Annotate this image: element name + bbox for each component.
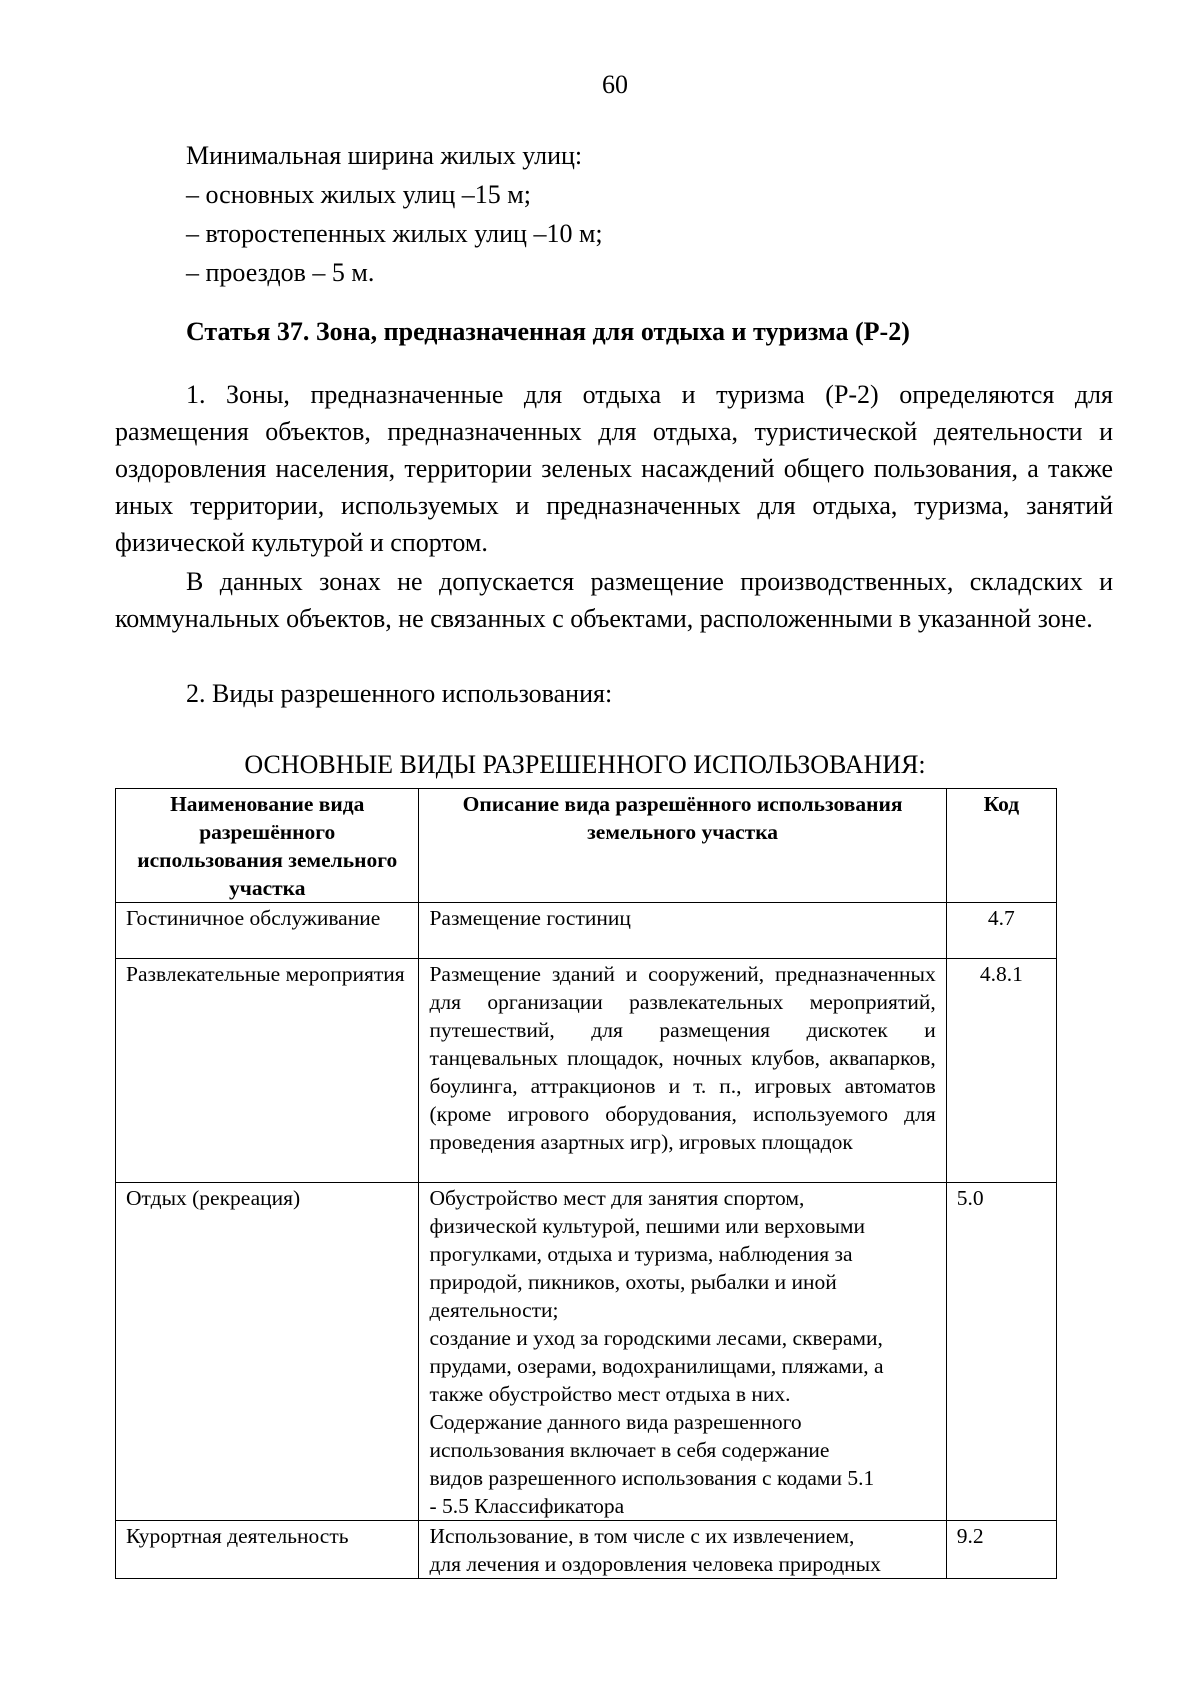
description-line: Содержание данного вида разрешенного — [429, 1410, 802, 1434]
row-code: 4.7 — [946, 903, 1056, 959]
description-line: Обустройство мест для занятия спортом, — [429, 1186, 805, 1210]
row-name: Гостиничное обслуживание — [116, 903, 419, 959]
row-description: Размещение зданий и сооружений, предназначенных для организации развлекательных мероприятий, путешествий, для размещения дискотек и танцевальных площадок, ночных клубов, аквапарков, боулинга, аттракционов и т. п., игровых автоматов (кроме игрового оборудования, используемого для проведения азартных игр), игровых площадок — [419, 959, 946, 1183]
article-paragraph-2-text: В данных зонах не допускается размещение производственных, складских и коммунальных объектов, не связанных с объектами, расположенными в указанной зоне. — [115, 567, 1113, 633]
intro-item-main-streets: – основных жилых улиц –15 м; — [186, 180, 531, 209]
article-paragraph-1 — [115, 376, 1113, 561]
article-paragraph-3-text: 2. Виды разрешенного использования: — [186, 679, 613, 708]
header-code: Код — [946, 789, 1056, 903]
intro-title: Минимальная ширина жилых улиц: — [186, 141, 583, 170]
description-line: Использование, в том числе с их извлечением, — [429, 1524, 855, 1548]
description-line: прогулками, отдыха и туризма, наблюдения за — [429, 1242, 853, 1266]
row-code: 9.2 — [946, 1521, 1056, 1579]
table-row — [116, 1521, 1057, 1579]
description-line: также обустройство мест отдыха в них. — [429, 1382, 791, 1406]
row-name: Развлекательные мероприятия — [116, 959, 419, 1183]
description-line: физической культурой, пешими или верховыми — [429, 1214, 866, 1238]
row-description — [419, 1521, 946, 1579]
table-row — [116, 1183, 1057, 1521]
table-title: ОСНОВНЫЕ ВИДЫ РАЗРЕШЕННОГО ИСПОЛЬЗОВАНИЯ: — [244, 750, 926, 779]
intro-item-secondary-streets: – второстепенных жилых улиц –10 м; — [186, 219, 603, 248]
description-line: для лечения и оздоровления человека природных — [429, 1552, 881, 1576]
table-header-row — [116, 789, 1057, 903]
page-number: 60 — [602, 70, 628, 99]
row-description: Размещение гостиниц — [419, 903, 946, 959]
article-paragraph-2 — [115, 563, 1113, 637]
description-line: прудами, озерами, водохранилищами, пляжами, а — [429, 1354, 884, 1378]
permitted-uses-table — [115, 788, 1057, 1579]
description-line: создание и уход за городскими лесами, скверами, — [429, 1326, 883, 1350]
header-description: Описание вида разрешённого использования земельного участка — [419, 789, 946, 903]
article-paragraph-3 — [115, 675, 1113, 712]
table-row — [116, 959, 1057, 1183]
row-code: 5.0 — [946, 1183, 1056, 1521]
description-line: деятельности; — [429, 1298, 559, 1322]
row-code: 4.8.1 — [946, 959, 1056, 1183]
article-heading: Статья 37. Зона, предназначенная для отдыха и туризма (Р-2) — [186, 317, 910, 346]
description-line: использования включает в себя содержание — [429, 1438, 830, 1462]
header-name: Наименование вида разрешённого использования земельного участка — [116, 789, 419, 903]
description-line: природой, пикников, охоты, рыбалки и иной — [429, 1270, 837, 1294]
row-name: Курортная деятельность — [116, 1521, 419, 1579]
row-description — [419, 1183, 946, 1521]
table-row — [116, 903, 1057, 959]
intro-item-driveways: – проездов – 5 м. — [186, 258, 375, 287]
description-line: видов разрешенного использования с кодами 5.1 — [429, 1466, 875, 1490]
row-name: Отдых (рекреация) — [116, 1183, 419, 1521]
article-paragraph-1-text: 1. Зоны, предназначенные для отдыха и туризма (Р-2) определяются для размещения объектов, предназначенных для отдыха, туристической деятельности и оздоровления населения, территории зеленых насаждений общего пользования, а также иных территории, используемых и предназначенных для отдыха, туризма, занятий физической культурой и спортом. — [115, 380, 1113, 557]
description-line: - 5.5 Классификатора — [429, 1494, 625, 1518]
